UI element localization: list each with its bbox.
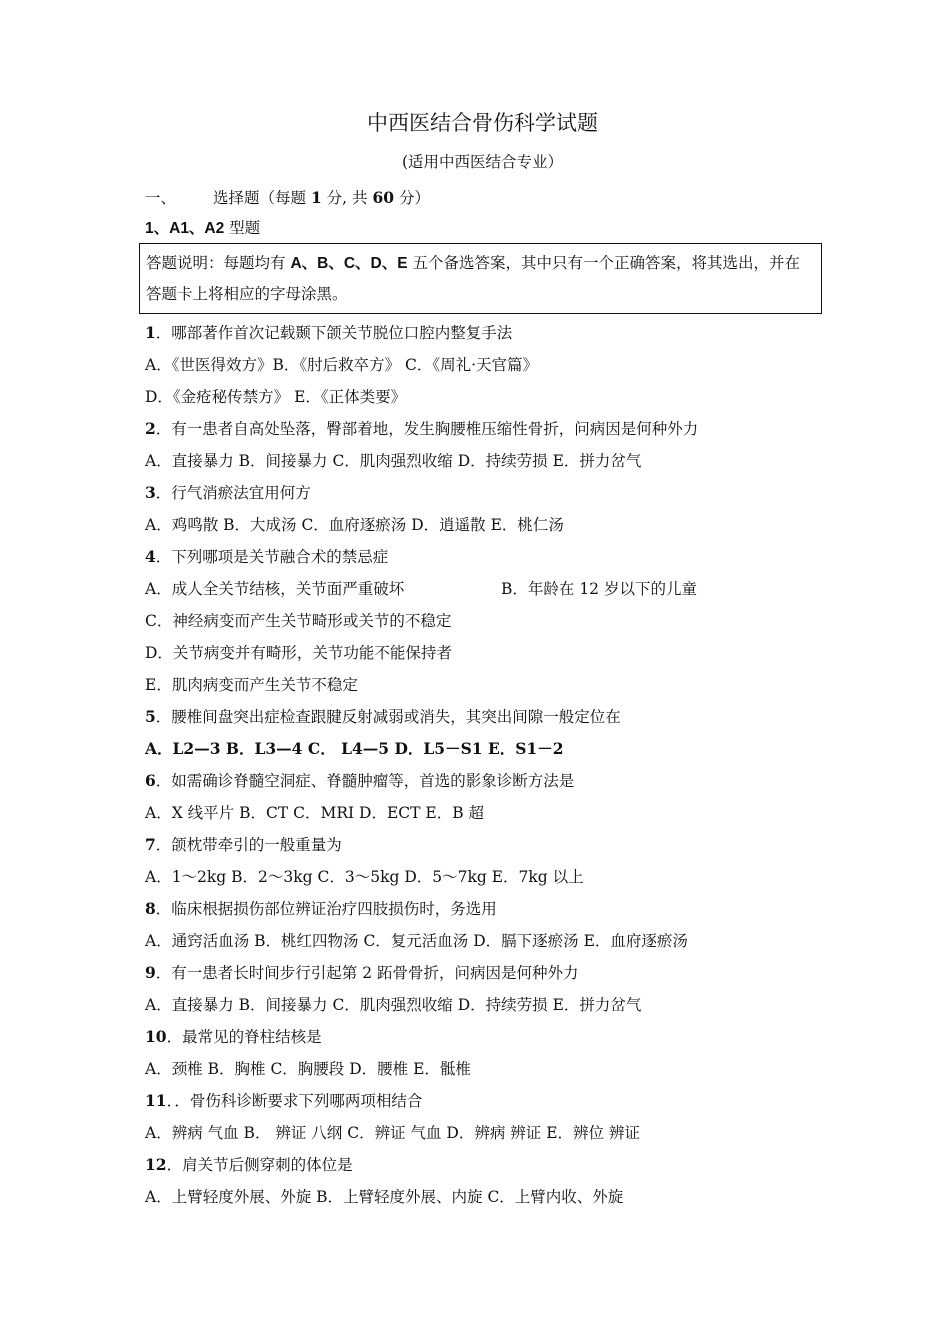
question-type-heading <box>145 213 820 243</box>
options-q9: A．直接暴力 B．间接暴力 C．肌肉强烈收缩 D．持续劳损 E．拼力岔气 <box>145 996 642 1014</box>
question-4 <box>145 541 820 573</box>
section-text-post: 分） <box>394 189 430 207</box>
question-text: ．有一患者自高处坠落，臀部着地，发生胸腰椎压缩性骨折，问病因是何种外力 <box>155 420 699 438</box>
option-q4-c: C．神经病变而产生关节畸形或关节的不稳定 <box>145 612 452 630</box>
options-q12: A．上臂轻度外展、外旋 B．上臂轻度外展、内旋 C．上臂内收、外旋 <box>145 1188 624 1206</box>
question-text: ．临床根据损伤部位辨证治疗四肢损伤时，务选用 <box>155 900 497 918</box>
options-q5: A．L2—3 B．L3—4 C． L4—5 D．L5－S1 E．S1－2 <box>145 739 564 758</box>
question-1 <box>145 317 820 349</box>
options-q3: A．鸡鸣散 B．大成汤 C．血府逐瘀汤 D．逍遥散 E．桃仁汤 <box>145 516 564 534</box>
question-text: ．哪部著作首次记载颞下颌关节脱位口腔内整复手法 <box>155 324 513 342</box>
question-2 <box>145 413 820 445</box>
question-text: ．如需确诊脊髓空洞症、脊髓肿瘤等，首选的影象诊断方法是 <box>155 772 575 790</box>
options-q1-line2: D．《金疮秘传禁方》 E．《正体类要》 <box>145 388 407 406</box>
question-number: 5 <box>145 707 156 726</box>
question-7 <box>145 829 820 861</box>
question-text: ．有一患者长时间步行引起第 2 跖骨骨折，问病因是何种外力 <box>155 964 579 982</box>
options-q6: A．X 线平片 B．CT C．MRI D．ECT E．B 超 <box>145 804 485 822</box>
question-type-label: 型题 <box>224 219 261 237</box>
question-number: 2 <box>145 419 156 438</box>
instructions-box <box>139 243 822 314</box>
question-5 <box>145 701 820 733</box>
question-6 <box>145 765 820 797</box>
question-text: ．．骨伤科诊断要求下列哪两项相结合 <box>166 1092 423 1110</box>
option-q4-b: B．年龄在 12 岁以下的儿童 <box>501 580 697 598</box>
question-3 <box>145 477 820 509</box>
question-number: 11 <box>145 1091 167 1110</box>
section-text-pre: 选择题（每题 <box>213 189 311 207</box>
options-q4-line1 <box>145 573 820 605</box>
question-number: 6 <box>145 771 156 790</box>
page-title: 中西医结合骨伤科学试题 <box>367 111 598 135</box>
question-number: 7 <box>145 835 156 854</box>
question-text: ．颌枕带牵引的一般重量为 <box>155 836 342 854</box>
section-points: 1 <box>310 188 322 207</box>
question-text: ．腰椎间盘突出症检查跟腱反射减弱或消失，其突出间隙一般定位在 <box>155 708 621 726</box>
options-q1-line1: A．《世医得效方》B．《肘后救卒方》 C．《周礼·天官篇》 <box>145 356 539 374</box>
question-type-code: 1、A1、A2 <box>145 220 225 237</box>
instructions-post: 五个备选答案，其中只有一个正确答案，将其选出，并在答题卡上将相应的字母涂黑。 <box>146 254 800 303</box>
options-q11: A．辨病 气血 B． 辨证 八纲 C．辨证 气血 D．辨病 辨证 E．辨位 辨证 <box>145 1124 640 1142</box>
instructions-letters: A、B、C、D、E <box>290 255 408 272</box>
question-12 <box>145 1149 820 1181</box>
option-q4-a: A．成人全关节结核，关节面严重破坏 <box>145 580 405 598</box>
options-q7: A．1～2kg B．2～3kg C．3～5kg D．5～7kg E．7kg 以上 <box>145 868 584 886</box>
page-subtitle: (适用中西医结合专业） <box>401 153 564 171</box>
instructions-pre: 答题说明：每题均有 <box>146 254 291 272</box>
section-heading <box>145 183 820 213</box>
option-q4-e: E．肌肉病变而产生关节不稳定 <box>145 676 358 694</box>
question-9 <box>145 957 820 989</box>
option-q4-d: D．关节病变并有畸形，关节功能不能保持者 <box>145 644 452 662</box>
question-number: 1 <box>145 323 156 342</box>
question-number: 8 <box>145 899 156 918</box>
question-text: ．下列哪项是关节融合术的禁忌症 <box>155 548 389 566</box>
options-q10: A．颈椎 B．胸椎 C．胸腰段 D．腰椎 E．骶椎 <box>145 1060 471 1078</box>
question-text: ．最常见的脊柱结核是 <box>166 1028 322 1046</box>
question-text: ．行气消瘀法宜用何方 <box>155 484 311 502</box>
question-number: 3 <box>145 483 156 502</box>
question-10 <box>145 1021 820 1053</box>
question-number: 9 <box>145 963 156 982</box>
question-number: 4 <box>145 547 156 566</box>
options-q2: A．直接暴力 B．间接暴力 C．肌肉强烈收缩 D．持续劳损 E．拼力岔气 <box>145 452 642 470</box>
question-11 <box>145 1085 820 1117</box>
question-8 <box>145 893 820 925</box>
question-number: 10 <box>145 1027 167 1046</box>
question-number: 12 <box>145 1155 167 1174</box>
section-total: 60 <box>372 188 395 207</box>
section-text-mid: 分, 共 <box>321 189 373 207</box>
options-q8: A．通窍活血汤 B．桃红四物汤 C．复元活血汤 D．膈下逐瘀汤 E．血府逐瘀汤 <box>145 932 688 950</box>
section-number: 一、 <box>145 189 177 207</box>
question-text: ．肩关节后侧穿刺的体位是 <box>166 1156 353 1174</box>
